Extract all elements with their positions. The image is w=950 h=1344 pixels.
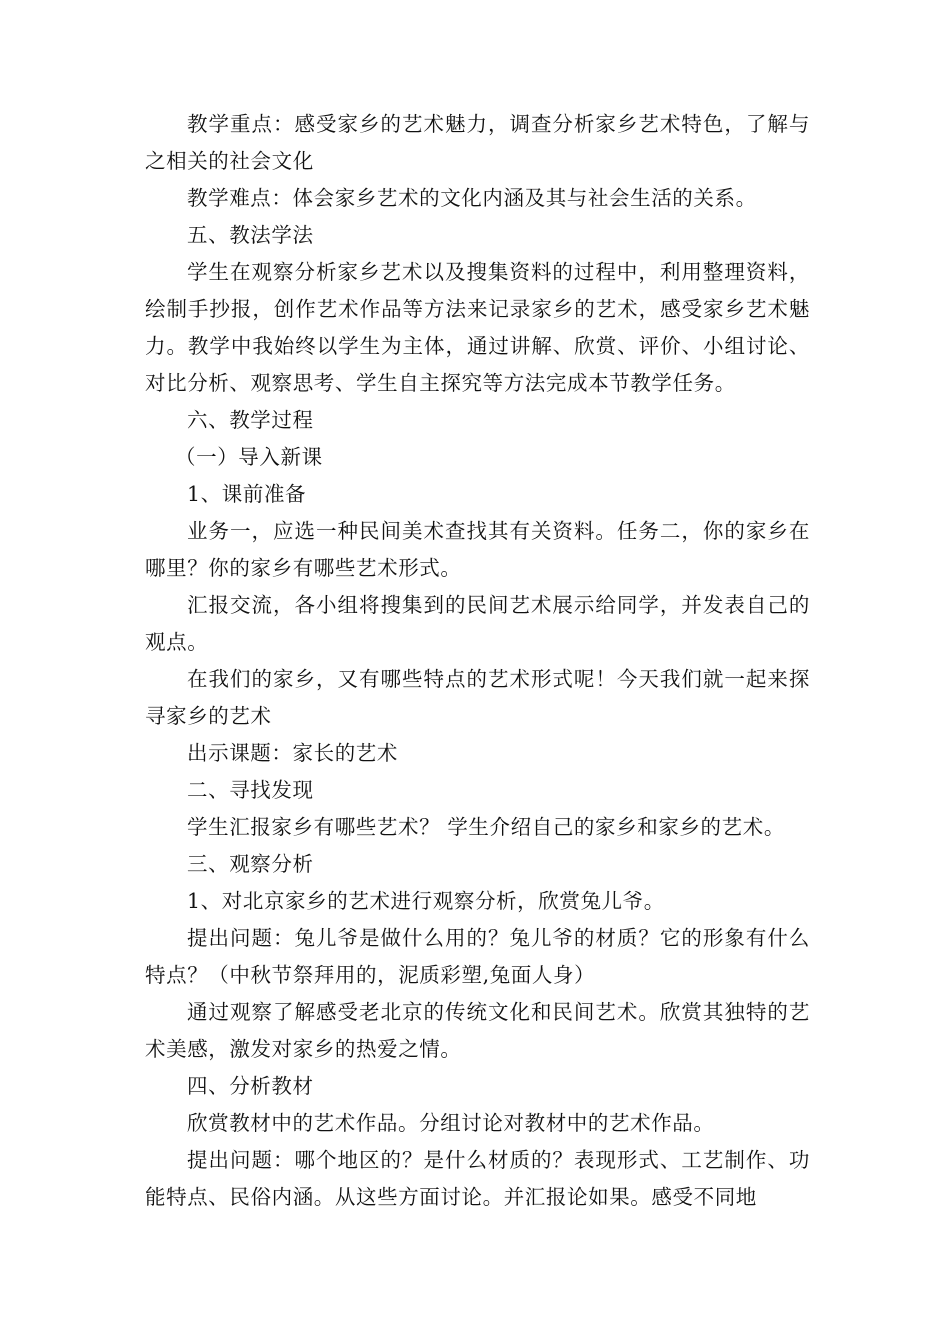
paragraph-appreciate-works: 欣赏教材中的艺术作品。分组讨论对教材中的艺术作品。 bbox=[187, 1111, 715, 1135]
paragraph-topic: 出示课题：家长的艺术 bbox=[187, 741, 398, 765]
paragraph-questions-rabbit: 提出问题：兔儿爷是做什么用的？兔儿爷的材质？它的形象有什么特点？（中秋节祭拜用的，泥质彩塑,兔面人身） bbox=[145, 926, 810, 987]
paragraph-explore: 在我们的家乡，又有哪些特点的艺术形式呢！今天我们就一起来探寻家乡的艺术 bbox=[145, 667, 810, 728]
paragraph-teaching-methods: 学生在观察分析家乡艺术以及搜集资料的过程中，利用整理资料，绘制手抄报，创作艺术作品等方法来记录家乡的艺术，感受家乡艺术魅力。教学中我始终以学生为主体，通过讲解、欣赏、评价、小组讨论、对比分析、观察思考、学生自主探究等方法完成本节教学任务。 bbox=[145, 260, 810, 395]
paragraph-culture: 通过观察了解感受老北京的传统文化和民间艺术。欣赏其独特的艺术美感，激发对家乡的热爱之情。 bbox=[145, 1000, 810, 1061]
heading-analyze-materials: 四、分析教材 bbox=[187, 1074, 314, 1098]
paragraph-questions-region: 提出问题：哪个地区的？是什么材质的？表现形式、工艺制作、功能特点、民俗内涵。从这些方面讨论。并汇报论如果。感受不同地 bbox=[145, 1148, 810, 1209]
paragraph-report-exchange: 汇报交流，各小组将搜集到的民间艺术展示给同学，并发表自己的观点。 bbox=[145, 593, 810, 654]
heading-preparation: 1、课前准备 bbox=[187, 482, 307, 506]
paragraph-tasks: 业务一，应选一种民间美术查找其有关资料。任务二，你的家乡在哪里？你的家乡有哪些艺术形式。 bbox=[145, 519, 810, 580]
heading-teaching-process: 六、教学过程 bbox=[187, 408, 314, 432]
paragraph-teaching-focus: 教学重点：感受家乡的艺术魅力，调查分析家乡艺术特色，了解与之相关的社会文化 bbox=[145, 112, 810, 173]
document-body bbox=[145, 106, 810, 1216]
paragraph-teaching-difficulty: 教学难点：体会家乡艺术的文化内涵及其与社会生活的关系。 bbox=[187, 186, 757, 210]
heading-observe-analyze: 三、观察分析 bbox=[187, 852, 314, 876]
heading-find-discover: 二、寻找发现 bbox=[187, 778, 314, 802]
paragraph-beijing-art: 1、对北京家乡的艺术进行观察分析，欣赏兔儿爷。 bbox=[187, 889, 665, 913]
heading-teaching-methods: 五、教法学法 bbox=[187, 223, 314, 247]
heading-introduction: （一）导入新课 bbox=[175, 445, 323, 469]
paragraph-student-report: 学生汇报家乡有哪些艺术？ 学生介绍自己的家乡和家乡的艺术。 bbox=[187, 815, 785, 839]
